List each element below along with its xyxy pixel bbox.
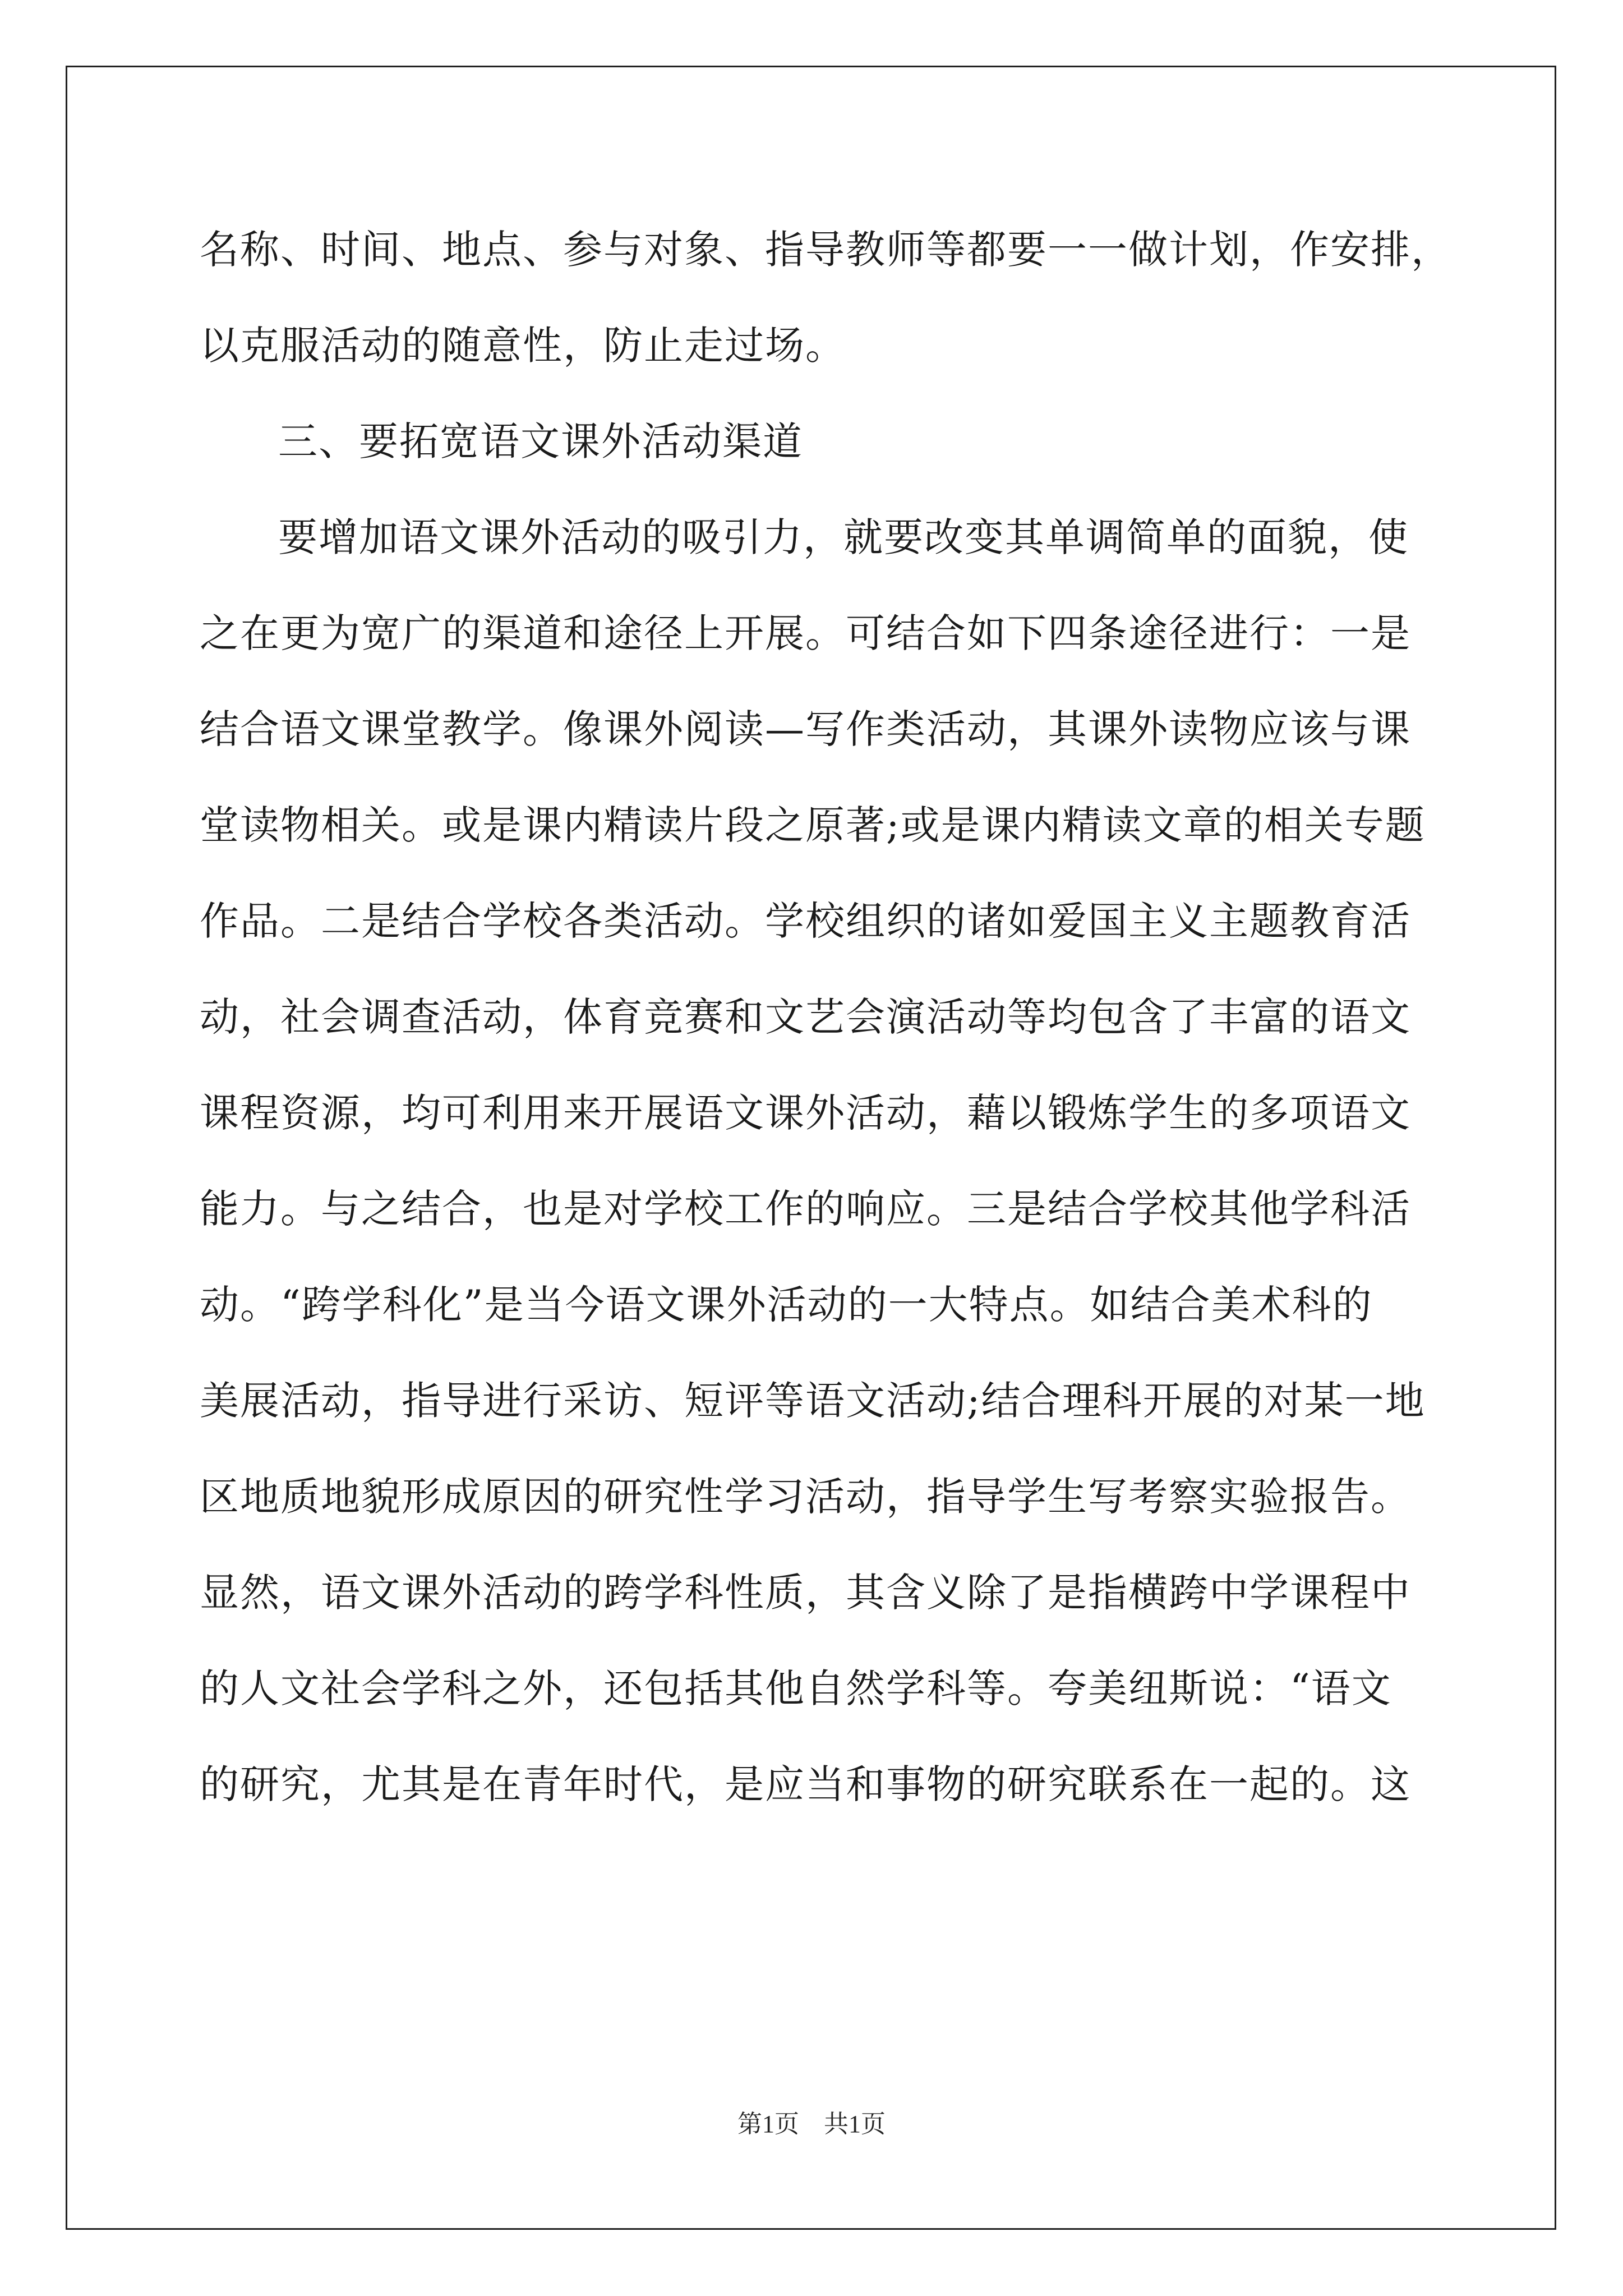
text-line: 动，社会调查活动，体育竞赛和文艺会演活动等均包含了丰富的语文: [200, 994, 1411, 1040]
text-line: 显然，语文课外活动的跨学科性质，其含义除了是指横跨中学课程中: [200, 1570, 1411, 1616]
text-line: 结合语文课堂教学。像课外阅读—写作类活动，其课外读物应该与课: [200, 706, 1411, 752]
text-line: 之在更为宽广的渠道和途径上开展。可结合如下四条途径进行：一是: [200, 610, 1411, 656]
text-line: 课程资源，均可利用来开展语文课外活动，藉以锻炼学生的多项语文: [200, 1090, 1411, 1136]
text-line: 堂读物相关。或是课内精读片段之原著;或是课内精读文章的相关专题: [200, 802, 1426, 848]
document-body: [200, 202, 1451, 1833]
text-line: 的研究，尤其是在青年时代，是应当和事物的研究联系在一起的。这: [200, 1761, 1411, 1807]
section-heading: 三、要拓宽语文课外活动渠道: [278, 418, 803, 464]
text-line: 区地质地貌形成原因的研究性学习活动，指导学生写考察实验报告。: [200, 1474, 1411, 1520]
text-line: 美展活动，指导进行采访、短评等语文活动;结合理科开展的对某一地: [200, 1378, 1426, 1424]
text-line: 作品。二是结合学校各类活动。学校组织的诸如爱国主义主题教育活: [200, 898, 1411, 944]
text-line: 以克服活动的随意性，防止走过场。: [200, 323, 846, 369]
text-line: 动。“跨学科化”是当今语文课外活动的一大特点。如结合美术科的: [200, 1282, 1373, 1328]
text-line: 的人文社会学科之外，还包括其他自然学科等。夸美纽斯说：“语文: [200, 1665, 1392, 1711]
text-line: 能力。与之结合，也是对学校工作的响应。三是结合学校其他学科活: [200, 1186, 1411, 1232]
paragraph-first-line: 要增加语文课外活动的吸引力，就要改变其单调简单的面貌，使: [278, 514, 1409, 560]
text-line: 名称、时间、地点、参与对象、指导教师等都要一一做计划，作安排，: [200, 227, 1451, 273]
page-footer: 第1页 共1页: [737, 2110, 886, 2138]
